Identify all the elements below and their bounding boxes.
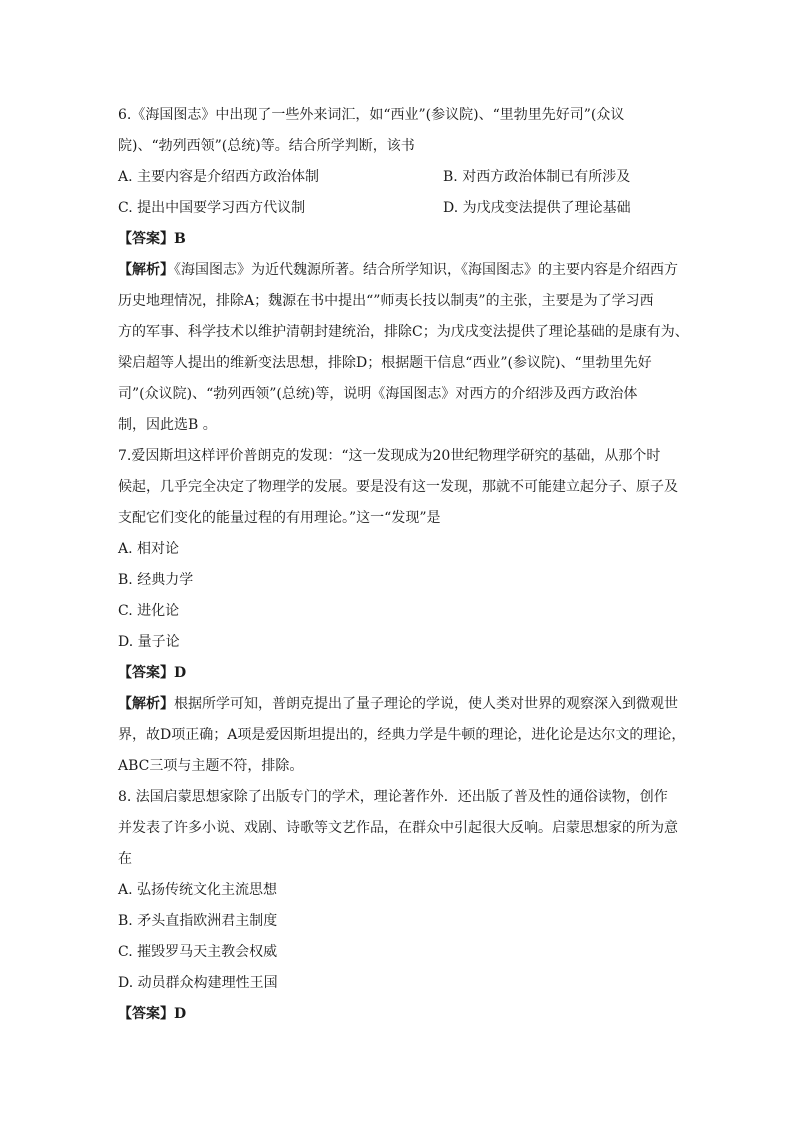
question-8-option-c: C. 摧毁罗马天主教会权威 (118, 944, 278, 960)
question-7-stem-line-2: 候起，几乎完全决定了物理学的发展。要是没有这一发现，那就不可能建立起分子、原子及 (118, 479, 678, 495)
question-6-answer: 【答案】B (118, 231, 186, 247)
question-7-stem-line-1: 7.爱因斯坦这样评价普朗克的发现：“这一发现成为20世纪物理学研究的基础，从那个时 (118, 448, 661, 464)
question-6-analysis-tag: 【解析】 (118, 262, 174, 278)
question-8 (118, 782, 678, 1030)
question-6-analysis-line-5: 司”(众议院)、“勃列西领”(总统)等，说明《海国图志》对西方的介绍涉及西方政治体 (118, 386, 638, 402)
question-7-analysis-line-1 (118, 689, 678, 720)
question-7-analysis-line-2: 界，故D项正确；A项是爱因斯坦提出的，经典力学是牛顿的理论，进化论是达尔文的理论， (118, 727, 686, 743)
document-content (118, 100, 689, 1030)
question-6-option-b: B. 对西方政治体制已有所涉及 (443, 169, 631, 185)
question-7-analysis-tag: 【解析】 (118, 696, 174, 712)
question-6-option-a: A. 主要内容是介绍西方政治体制 (118, 169, 320, 185)
question-6-analysis-line-4: 梁启超等人提出的维新变法思想，排除D；根据题干信息“西业”(参议院)、“里勃里先好 (118, 355, 652, 371)
question-8-option-a: A. 弘扬传统文化主流思想 (118, 882, 278, 898)
question-6-analysis-line-1 (118, 255, 678, 286)
question-6-analysis-line-3: 方的军事、科学技术以维护清朝封建统治，排除C；为戊戌变法提供了理论基础的是康有为、 (118, 324, 689, 340)
question-6-options-row-1 (118, 162, 678, 193)
question-8-answer: 【答案】D (118, 1006, 187, 1022)
question-7 (118, 441, 686, 782)
question-6-option-c: C. 提出中国要学习西方代议制 (118, 200, 306, 216)
question-8-stem-line-2: 并发表了许多小说、戏剧、诗歌等文艺作品，在群众中引起很大反响。启蒙思想家的所为意 (118, 820, 678, 836)
question-8-option-d: D. 动员群众构建理性王国 (118, 975, 278, 991)
question-8-stem-line-1: 8. 法国启蒙思想家除了出版专门的学术，理论著作外．还出版了普及性的通俗读物，创作 (118, 789, 668, 805)
question-6-options-row-2 (118, 193, 678, 224)
question-6-option-d: D. 为戊戌变法提供了理论基础 (443, 200, 631, 216)
question-8-stem-line-3: 在 (118, 851, 132, 867)
question-7-option-d: D. 量子论 (118, 634, 180, 650)
question-7-option-a: A. 相对论 (118, 541, 180, 557)
question-7-option-c: C. 进化论 (118, 603, 180, 619)
question-7-answer: 【答案】D (118, 665, 187, 681)
question-8-option-b: B. 矛头直指欧洲君主制度 (118, 913, 278, 929)
question-6 (118, 100, 689, 441)
question-6-analysis-line-6: 制，因此选B 。 (118, 417, 217, 433)
question-7-option-b: B. 经典力学 (118, 572, 194, 588)
question-7-analysis-line-3: ABC三项与主题不符，排除。 (118, 758, 304, 774)
question-7-analysis-text-1: 根据所学可知，普朗克提出了量子理论的学说，使人类对世界的观察深入到微观世 (174, 696, 678, 712)
question-6-stem-line-2: 院)、“勃列西领”(总统)等。结合所学判断，该书 (118, 138, 415, 154)
question-6-stem-line-1: 6.《海国图志》中出现了一些外来词汇，如“西业”(参议院)、“里勃里先好司”(众议 (118, 107, 625, 123)
question-6-analysis-text-1: 《海国图志》为近代魏源所著。结合所学知识，《海国图志》的主要内容是介绍西方 (174, 262, 678, 278)
question-7-stem-line-3: 支配它们变化的能量过程的有用理论。”这一“发现”是 (118, 510, 441, 526)
question-6-analysis-line-2: 历史地理情况，排除A；魏源在书中提出“”师夷长技以制夷”的主张，主要是为了学习西 (118, 293, 654, 309)
